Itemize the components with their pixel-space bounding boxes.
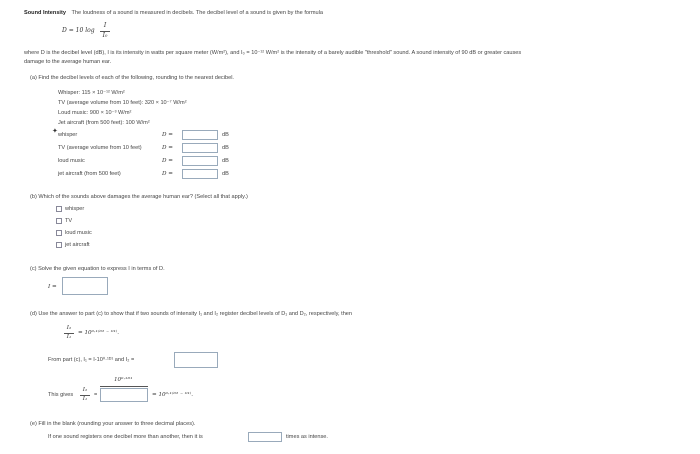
where-line-2: damage to the average human ear. [24,59,112,65]
checkbox-loud-music[interactable] [56,230,62,236]
row-d-loud-music: D = [162,158,173,164]
intro-line [24,10,323,16]
loud-music-decibel-input[interactable] [182,156,218,166]
gives-text: This gives [48,392,74,398]
option-whisper-label: whisper [65,206,85,212]
i2-expression-input[interactable] [174,352,218,368]
row-label-whisper: whisper [58,132,78,138]
part-d-question: (d) Use the answer to part (c) to show that if two sounds of intensity I₁ and I₂ register decibel levels of D₁ and D₂, respectively, then [30,311,353,317]
row-unit-whisper: dB [222,132,229,138]
row-label-loud-music: loud music [58,158,85,164]
option-loud-music-label: loud music [65,230,92,236]
gives-fraction-top: 10⁰·¹ᴰ¹ [114,377,133,383]
gives-rhs: = 10⁰·¹⁽ᴰ² ⁻ ᴰ¹⁾. [152,392,194,398]
whisper-decibel-input[interactable] [182,130,218,140]
row-d-tv: D = [162,145,173,151]
option-jet-aircraft-label: jet aircraft [65,242,90,248]
checkbox-whisper[interactable] [56,206,62,212]
jet-decibel-input[interactable] [182,169,218,179]
part-c-question: (c) Solve the given equation to express I in terms of D. [30,266,165,272]
checkbox-jet-aircraft[interactable] [56,242,62,248]
option-tv-label: TV [65,218,73,224]
where-line-1: where D is the decibel level (dB), I is its intensity in watts per square meter (W/m²), and I₀ = 10⁻¹² W/m² is the intensity of a barely audible "threshold" sound. A sound intensity of 90 dB or greater causes [24,50,522,56]
part-a-question: (a) Find the decibel levels of each of the following, rounding to the nearest decibel. [30,75,234,81]
gives-big-fraction-bar [100,386,148,387]
part-c-lhs: I = [48,284,57,290]
gives-denominator: I₁ [82,396,88,402]
row-label-tv: TV (average volume from 10 feet) [58,145,142,151]
part-b-question: (b) Which of the sounds above damages the average human ear? (Select all that apply.) [30,194,248,200]
row-d-whisper: D = [162,132,173,138]
given-loud-music: Loud music: 900 × 10⁻³ W/m² [58,110,132,116]
row-unit-loud-music: dB [222,158,229,164]
part-c-answer-input[interactable] [62,277,108,295]
row-unit-jet: dB [222,171,229,177]
ratio-rhs: = 10⁰·¹⁽ᴰ² ⁻ ᴰ¹⁾. [78,330,120,336]
ratio-denominator: I₁ [66,334,72,340]
given-whisper: Whisper: 115 × 10⁻¹² W/m² [58,90,125,96]
tv-decibel-input[interactable] [182,143,218,153]
formula-denominator: I₀ [102,32,108,39]
formula-lhs: D = 10 log [62,27,95,34]
formula-numerator: I [103,22,107,29]
checkbox-tv[interactable] [56,218,62,224]
part-e-answer-input[interactable] [248,432,282,442]
ratio-numerator: I₂ [66,325,72,331]
section-title: Sound Intensity [24,10,66,16]
part-e-line-before: If one sound registers one decibel more than another, then it is [48,434,203,440]
gives-denominator-input[interactable] [100,388,148,402]
part-e-question: (e) Fill in the blank (rounding your answer to three decimal places). [30,421,196,427]
part-e-line-after: times as intense. [286,434,328,440]
from-part-c-text: From part (c), I₁ = I‐10⁰·¹ᴰ¹ and I₂ = [48,357,135,363]
row-d-jet: D = [162,171,173,177]
given-tv: TV (average volume from 10 feet): 320 × 10⁻⁷ W/m² [58,100,187,106]
gives-numerator: I₂ [82,387,88,393]
row-unit-tv: dB [222,145,229,151]
cursor-icon: ✦ [52,128,58,135]
intro-text: The loudness of a sound is measured in decibels. The decibel level of a sound is given by the formula [71,10,323,16]
row-label-jet: jet aircraft (from 500 feet) [58,171,121,177]
given-jet: Jet aircraft (from 500 feet): 100 W/m² [58,120,150,126]
gives-equals: = [94,392,98,398]
